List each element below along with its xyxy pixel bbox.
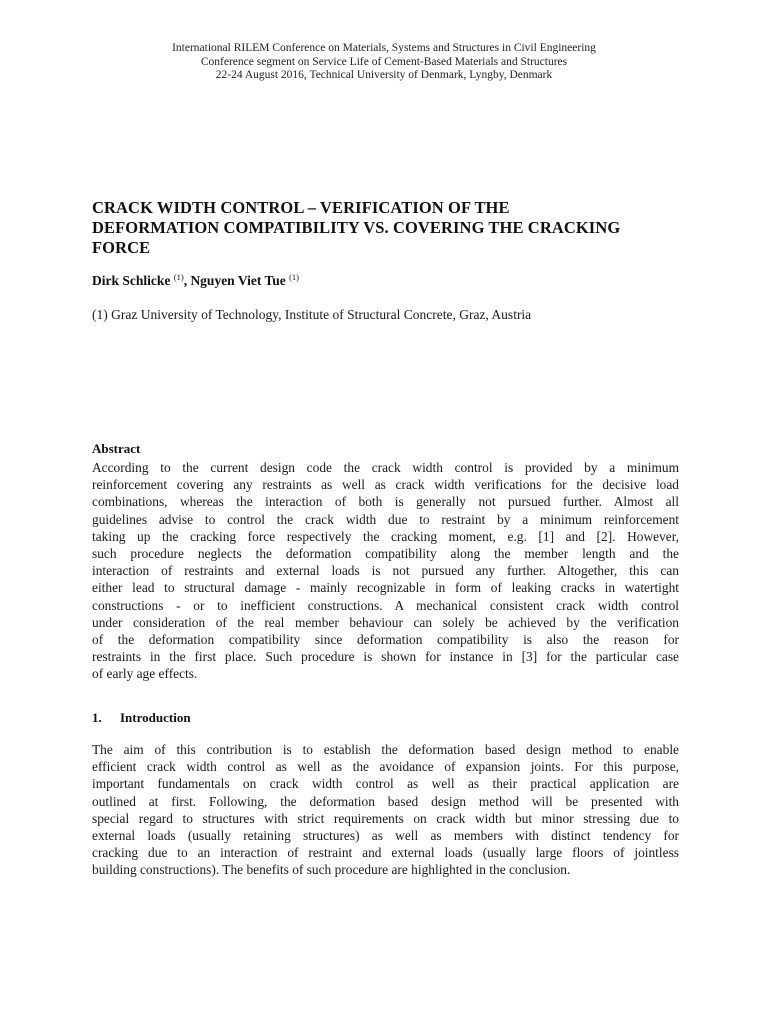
abstract-line: reinforcement covering any restraints as well as crack width verifications for the decisive load — [92, 477, 679, 493]
abstract-line: taking up the cracking force respectively the cracking moment, e.g. [1] and [2]. However, — [92, 528, 679, 544]
abstract-line: constructions - or to inefficient constructions. A mechanical consistent crack width control — [92, 597, 679, 613]
introduction-line: The aim of this contribution is to establish the deformation based design method to enable — [92, 742, 679, 757]
abstract-line: of the deformation compatibility since deformation compatibility is also the reason for — [92, 632, 679, 648]
abstract-line: guidelines advise to control the crack width due to restraint by a minimum reinforcement — [92, 511, 679, 527]
affiliation: (1) Graz University of Technology, Institute of Structural Concrete, Graz, Austria — [92, 307, 532, 322]
paper-title — [92, 198, 692, 258]
introduction-line: external loads (usually retaining structures) as well as members with distinct tendency for — [92, 828, 679, 844]
conference-header — [0, 42, 768, 83]
abstract-line: According to the current design code the crack width control is provided by a minimum — [92, 460, 679, 475]
abstract-body — [92, 459, 679, 683]
conference-header-line: 22-24 August 2016, Technical University of Denmark, Lyngby, Denmark — [215, 69, 553, 81]
abstract-line: of early age effects. — [92, 666, 198, 682]
author-list — [92, 272, 299, 289]
title-line: DEFORMATION COMPATIBILITY VS. COVERING THE CRACKING — [92, 218, 621, 237]
abstract-line: interaction of restraints and external loads is not pursued any further. Altogether, this can — [92, 563, 679, 579]
author-separator: , — [183, 273, 191, 288]
conference-header-line: International RILEM Conference on Materials, Systems and Structures in Civil Engineering — [172, 42, 596, 54]
abstract-line: combinations, whereas the interaction of both is generally not pursued further. Almost all — [92, 494, 679, 510]
affiliation-mark: (1) — [173, 272, 184, 282]
abstract-heading: Abstract — [92, 441, 141, 456]
abstract-line: under consideration of the real member behaviour can solely be achieved by the verification — [92, 614, 679, 630]
introduction-body — [92, 741, 679, 879]
author-name: Dirk Schlicke — [92, 273, 171, 288]
introduction-line: important fundamentals on crack width control as well as their practical application are — [92, 776, 679, 792]
conference-header-line: Conference segment on Service Life of Cement-Based Materials and Structures — [200, 55, 568, 68]
abstract-line: restraints in the first place. Such procedure is shown for instance in [3] for the particular case — [92, 649, 679, 665]
abstract-line: either lead to structural damage - mainly recognizable in form of leaking cracks in watertight — [92, 580, 679, 596]
introduction-line: efficient crack width control as well as the avoidance of expansion joints. For this purpose, — [92, 759, 679, 775]
author-name: Nguyen Viet Tue — [190, 273, 286, 288]
introduction-heading — [92, 710, 191, 726]
introduction-line: outlined at first. Following, the deformation based design method will be presented with — [92, 793, 679, 809]
section-title: Introduction — [120, 710, 191, 725]
introduction-line: building constructions). The benefits of such procedure are highlighted in the conclusion. — [92, 862, 571, 878]
introduction-line: cracking due to an interaction of restraint and external loads (usually large floors of jointless — [92, 845, 679, 861]
title-line: CRACK WIDTH CONTROL – VERIFICATION OF THE — [92, 198, 510, 217]
section-number: 1. — [92, 710, 102, 725]
introduction-line: special regard to structures with strict requirements on crack width but minor stressing due to — [92, 810, 679, 826]
title-line: FORCE — [92, 238, 151, 257]
abstract-line: such procedure neglects the deformation compatibility along the member length and the — [92, 546, 679, 562]
affiliation-mark: (1) — [289, 272, 300, 282]
